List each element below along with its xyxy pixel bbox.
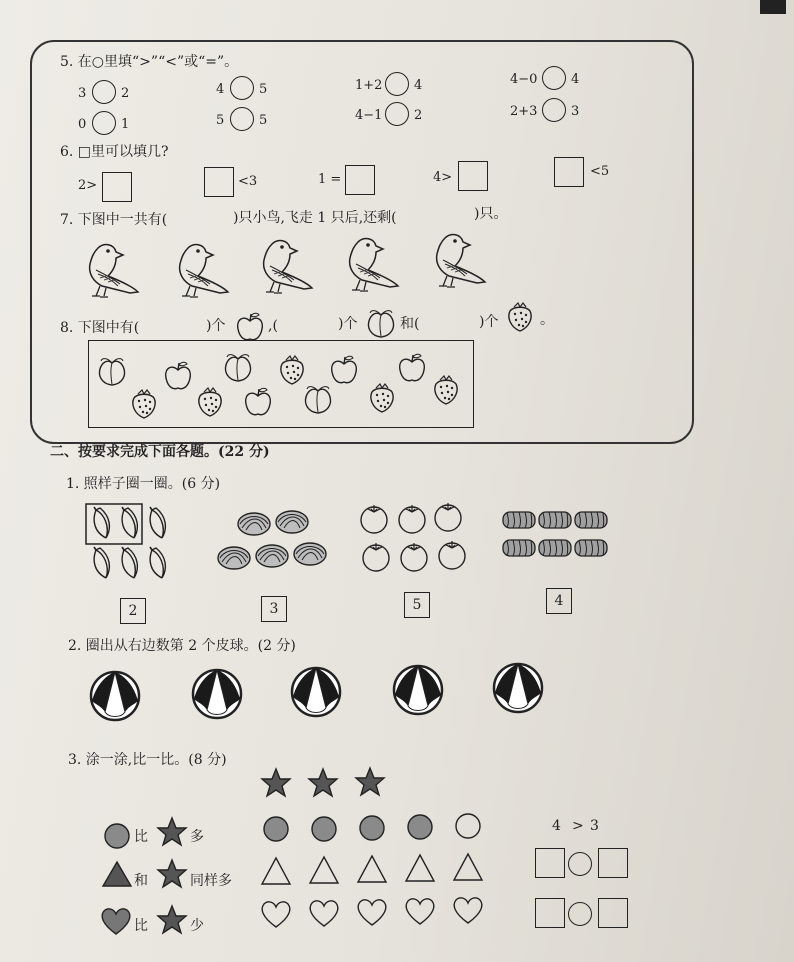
heart-2 xyxy=(310,901,338,926)
row2-text-a: 和 xyxy=(134,873,148,889)
q7-text-2: )只小鸟,飞走 1 只后,还剩( xyxy=(233,210,397,226)
q5-item3-left: 1+2 xyxy=(355,78,383,93)
triangle-2 xyxy=(310,857,338,883)
circle-1 xyxy=(264,817,288,841)
q5-item3-right: 4 xyxy=(414,78,423,93)
triangle-3 xyxy=(358,856,386,882)
q5-item1-right: 2 xyxy=(121,86,130,101)
q5-item1-left: 3 xyxy=(78,86,87,101)
legend-heart-icon xyxy=(102,909,130,934)
answer2-circle[interactable] xyxy=(568,902,592,926)
q5-title: 5. 在○里填“>”“<”或“=”。 xyxy=(60,54,239,70)
circle-4 xyxy=(408,815,432,839)
count-box-cabbages: 3 xyxy=(261,596,287,622)
q6-item3-before: 1 = xyxy=(318,172,342,187)
answer1-box-right[interactable] xyxy=(598,848,628,878)
answer2-box-left[interactable] xyxy=(535,898,565,928)
heart-5 xyxy=(454,898,482,923)
answer2-box-right[interactable] xyxy=(598,898,628,928)
q5-item4-left: 4−0 xyxy=(510,72,538,87)
legend-star-icon-1 xyxy=(158,818,186,845)
heart-4 xyxy=(406,899,434,924)
q5-item8-left: 2+3 xyxy=(510,104,538,119)
q8-text-1: 8. 下图中有( xyxy=(60,320,140,336)
q8-text-4: )个 xyxy=(338,316,358,332)
q5-item4-right: 4 xyxy=(571,72,580,87)
row2-text-b: 同样多 xyxy=(190,873,232,889)
q6-item5-after: <5 xyxy=(590,164,610,179)
q8-text-2: )个 xyxy=(206,318,226,334)
answer1-circle[interactable] xyxy=(568,852,592,876)
circle-5 xyxy=(456,814,480,838)
example-op: > xyxy=(572,818,584,834)
q5-item5-right: 1 xyxy=(121,117,130,132)
legend-triangle-icon xyxy=(103,862,131,886)
q5-item2-left: 4 xyxy=(216,82,225,97)
star-top-2 xyxy=(309,769,337,796)
q5-item5-left: 0 xyxy=(78,117,87,132)
q6-item1-before: 2> xyxy=(78,178,98,193)
legend-circle-icon xyxy=(105,824,129,848)
triangle-1 xyxy=(262,858,290,884)
circle-2 xyxy=(312,817,336,841)
triangle-4 xyxy=(406,855,434,881)
star-top-1 xyxy=(262,769,290,796)
legend-star-icon-2 xyxy=(158,860,186,887)
q7-text-1: 7. 下图中一共有( xyxy=(60,212,168,228)
q5-item7-left: 4−1 xyxy=(355,108,383,123)
q5-item6-left: 5 xyxy=(216,113,225,128)
q6-item4-before: 4> xyxy=(433,170,453,185)
row1-text-b: 多 xyxy=(190,829,204,845)
row3-text-b: 少 xyxy=(190,918,204,934)
q5-item6-right: 5 xyxy=(259,113,268,128)
q5-item2-right: 5 xyxy=(259,82,268,97)
q8-text-5: 和( xyxy=(400,316,420,332)
section2-title: 二、按要求完成下面各题。(22 分) xyxy=(50,444,270,460)
triangle-5 xyxy=(454,854,482,880)
q5-item7-right: 2 xyxy=(414,108,423,123)
s2-q2-title: 2. 圈出从右边数第 2 个皮球。(2 分) xyxy=(68,638,296,654)
answer1-box-left[interactable] xyxy=(535,848,565,878)
q6-item2-after: <3 xyxy=(238,174,258,189)
q7-text-3: )只。 xyxy=(474,206,508,222)
example-left: 4 xyxy=(552,818,561,834)
heart-3 xyxy=(358,900,386,925)
q6-title: 6. □里可以填几? xyxy=(60,144,169,160)
legend-star-icon-3 xyxy=(158,906,186,933)
row3-text-a: 比 xyxy=(134,918,148,934)
circle-3 xyxy=(360,816,384,840)
count-box-bread: 4 xyxy=(546,588,572,614)
count-box-bananas: 2 xyxy=(120,598,146,624)
star-top-3 xyxy=(356,768,384,795)
count-box-tomatoes: 5 xyxy=(404,592,430,618)
example-right: 3 xyxy=(590,818,599,834)
s2-q3-title: 3. 涂一涂,比一比。(8 分) xyxy=(68,752,227,768)
q5-item8-right: 3 xyxy=(571,104,580,119)
q8-text-3: ,( xyxy=(268,318,278,334)
heart-1 xyxy=(262,902,290,927)
row1-text-a: 比 xyxy=(134,829,148,845)
q8-text-6: )个 xyxy=(479,314,499,330)
q8-text-7: 。 xyxy=(540,312,554,328)
s2-q1-title: 1. 照样子圈一圈。(6 分) xyxy=(66,476,221,492)
